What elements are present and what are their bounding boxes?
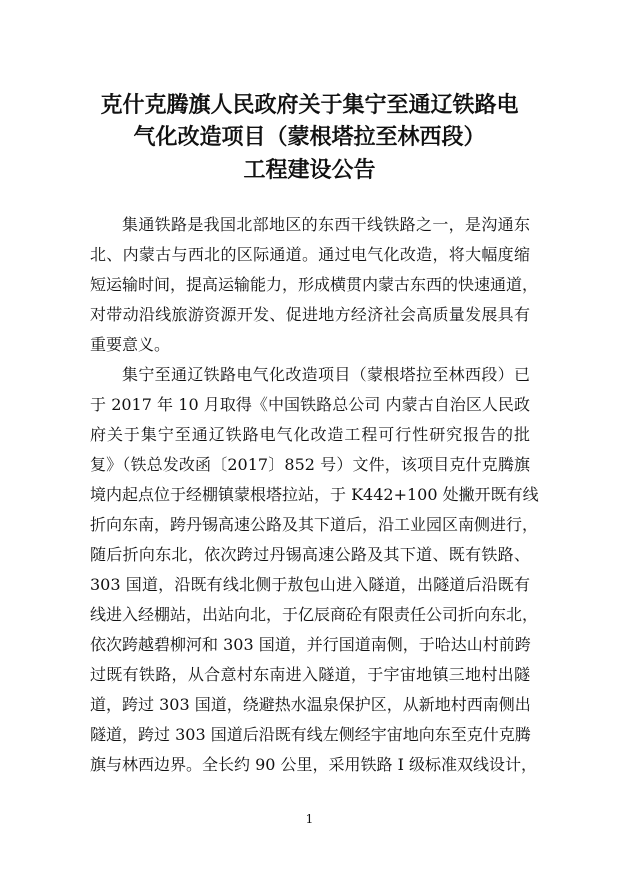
title-line-2: 气化改造项目（蒙根塔拉至林西段）: [133, 124, 486, 150]
paragraph-2-line: 境内起点位于经棚镇蒙根塔拉站，于 K442+100 处撇开既有线: [90, 485, 539, 504]
page-number: 1: [305, 812, 314, 826]
paragraph-2-line: 于 2017 年 10 月取得《中国铁路总公司 内蒙古自治区人民政: [90, 395, 530, 414]
paragraph-2-line: 过既有铁路，从合意村东南进入隧道，于宇宙地镇三地村出隧: [90, 665, 530, 684]
paragraph-2-line: 303 国道，沿既有线北侧于敖包山进入隧道，出隧道后沿既有: [90, 575, 530, 594]
paragraph-1-line: 短运输时间，提高运输能力，形成横贯内蒙古东西的快速通道，: [90, 275, 539, 294]
paragraph-2-line: 线进入经棚站，出站向北，于亿辰商砼有限责任公司折向东北，: [90, 605, 539, 624]
paragraph-2-line: 集宁至通辽铁路电气化改造项目（蒙根塔拉至林西段）已: [122, 365, 530, 384]
paragraph-1-line: 对带动沿线旅游资源开发、促进地方经济社会高质量发展具有: [90, 305, 530, 324]
paragraph-1-line: 重要意义。: [90, 335, 171, 354]
title-line-1: 克什克腾旗人民政府关于集宁至通辽铁路电: [100, 92, 519, 118]
paragraph-1-line: 集通铁路是我国北部地区的东西干线铁路之一，是沟通东: [122, 215, 530, 234]
paragraph-2-line: 隧道，跨过 303 国道后沿既有线左侧经宇宙地向东至克什克腾: [90, 725, 531, 744]
paragraph-2-line: 折向东南，跨丹锡高速公路及其下道后，沿工业园区南侧进行，: [90, 515, 539, 534]
paragraph-2-line: 依次跨越碧柳河和 303 国道，并行国道南侧，于哈达山村前跨: [90, 635, 531, 654]
paragraph-2-line: 随后折向东北，依次跨过丹锡高速公路及其下道、既有铁路、: [90, 545, 530, 564]
paragraph-1-line: 北、内蒙古与西北的区际通道。通过电气化改造，将大幅度缩: [90, 245, 530, 264]
paragraph-2-line: 旗与林西边界。全长约 90 公里，采用铁路 I 级标准双线设计，: [90, 755, 538, 774]
title-line-3: 工程建设公告: [243, 157, 376, 183]
paragraph-2-line: 道，跨过 303 国道，绕避热水温泉保护区，从新地村西南侧出: [90, 695, 531, 714]
paragraph-2-line: 府关于集宁至通辽铁路电气化改造工程可行性研究报告的批: [90, 425, 530, 444]
paragraph-2-line: 复》（铁总发改函〔2017〕852 号）文件，该项目克什克腾旗: [90, 455, 530, 474]
